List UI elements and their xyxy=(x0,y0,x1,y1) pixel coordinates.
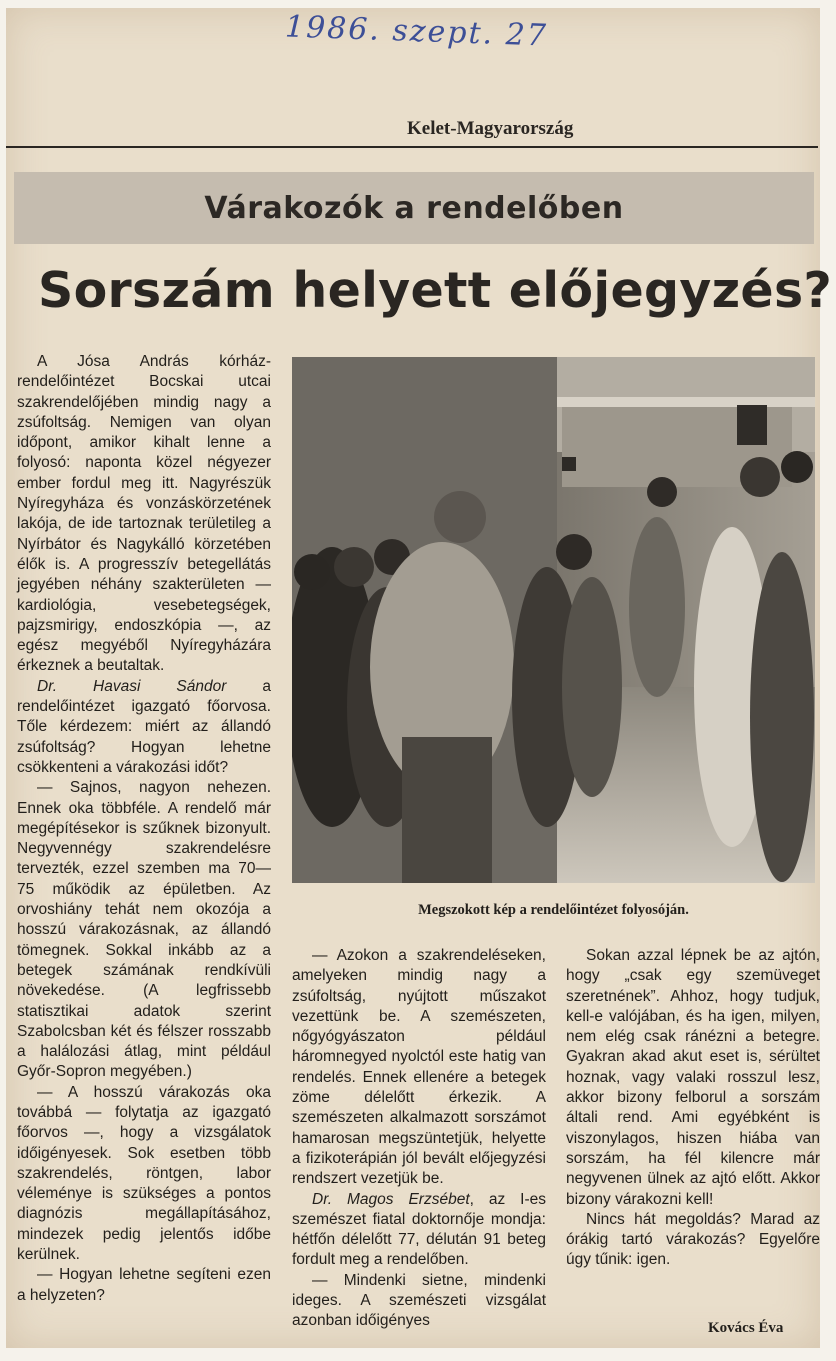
paragraph-text: A Jósa András kórház-rendelőintézet Bocskai utcai szakrendelőjében mindig nagy a zsúfoltság. Nemigen van olyan időpont, amikor kihalt lenne a folyosó: naponta közel négyezer ember fordul meg itt. Nagyrészük Nyíregyháza és vonzáskörzetének lakója, de ide tartoznak területileg a Nyírbátor és Nagykálló körzetében élők is. A progresszív betegellátás jegyében néhány szakterületen — kardiológia, vesebetegségek, pajzsmirigy, endoszkópia —, az egész megyéből Nyíregyházára érkeznek a beutaltak. xyxy=(17,353,271,675)
masthead-rule xyxy=(6,146,818,148)
person-name: Dr. Havasi Sándor xyxy=(37,677,227,695)
person-name: Dr. Magos Erzsébet xyxy=(312,1190,470,1208)
paragraph-text: — Hogyan lehetne segíteni ezen a helyzeten? xyxy=(17,1266,271,1304)
paragraph-text: — Sajnos, nagyon nehezen. Ennek oka többféle. A rendelő már megépítésekor is szűknek bizonyult. Negyvennégy szakrendelésre tervezték, ezzel szemben ma 70—75 működik az épületben. Az orvoshiány tehát nem okozója a hosszú várakozásnak, az állandó tömegnek. Sokkal inkább az a betegek számának rendkívüli növekedése. (A legfrissebb statisztikai adatok szerint Szabolcsban két és félszer rosszabb a halálozási átlag, mint például Győr-Sopron megyében.) xyxy=(17,779,271,1081)
waiting-room-photo xyxy=(292,357,815,883)
paragraph-text: — Azokon a szakrendeléseken, amelyeken mindig nagy a zsúfoltság, nyújtott műszakot vezettünk be. A szemészeten, nőgyógyászaton például háromnegyed nyolctól este hatig van rendelés. Ennek ellenére a betegek zöme délelőtt érkezik. A szemészeten alkalmazott sorszámot hamarosan megszüntetjük, helyette a fizikoterápián jól bevált előjegyzési rendszert vezetjük be. xyxy=(292,947,546,1188)
article-paragraph xyxy=(292,946,546,1190)
article-paragraph xyxy=(292,1271,546,1332)
article-column-1 xyxy=(17,352,271,1306)
paragraph-text: — Mindenki sietne, mindenki ideges. A szemészeti vizsgálat azonban időigényes xyxy=(292,1271,546,1330)
paragraph-text: — A hosszú várakozás oka továbbá — folytatja az igazgató főorvos —, hogy a vizsgálatok időigényesek. Sok esetben több szakrendelés, röntgen, labor véleménye is szükséges a pontos diagnózis megállapításához, mindezek pedig jelentős időbe kerülnek. xyxy=(17,1083,271,1264)
paragraph-text: a rendelőintézet igazgató főorvosa. Tőle kérdezem: miért az állandó zsúfoltság? Hogyan lehetne csökkenteni a várakozási időt? xyxy=(17,677,271,776)
article-paragraph xyxy=(17,677,271,778)
article-paragraph xyxy=(17,778,271,1082)
headline: Sorszám helyett előjegyzés? xyxy=(38,262,833,319)
article-paragraph xyxy=(17,1265,271,1306)
kicker-band xyxy=(14,172,814,244)
article-column-3 xyxy=(566,946,820,1271)
paragraph-text: Nincs hát megoldás? Marad az órákig tartó várakozás? Egyelőre úgy tűnik: igen. xyxy=(566,1210,820,1269)
article-paragraph xyxy=(566,946,820,1210)
photo-caption: Megszokott kép a rendelőintézet folyosóján. xyxy=(418,902,689,918)
article-paragraph xyxy=(17,352,271,677)
paragraph-text: , az I-es szemészet fiatal doktornője mondja: hétfőn délelőtt 77, délután 91 beteg fordult meg a rendelőben. xyxy=(292,1190,546,1269)
article-column-2 xyxy=(292,946,546,1332)
photo-illustration xyxy=(292,357,815,883)
article-paragraph xyxy=(292,1190,546,1271)
newspaper-name: Kelet-Magyarország xyxy=(407,118,574,139)
byline: Kovács Éva xyxy=(708,1320,784,1336)
handwritten-date: 1986. szept. 27 xyxy=(284,9,549,54)
kicker: Várakozók a rendelőben xyxy=(204,190,624,226)
article-paragraph xyxy=(566,1210,820,1271)
paragraph-text: Sokan azzal lépnek be az ajtón, hogy „csak egy szemüveget szeretnének”. Ahhoz, hogy tudjuk, kell-e valójában, és ha igen, milyen, nem elég csak ránézni a betegre. Gyakran akad akut eset is, sérültet hoznak, vagy valaki rosszul lesz, akkor bizony felborul a sorszám általi rend. Ami egyébként is viszonylagos, hiszen hiába van sorszám, ha fél kilencre már negyvenen ülnek az ajtó előtt. Akkor bizony várakozni kell! xyxy=(566,947,820,1208)
article-paragraph xyxy=(17,1083,271,1266)
